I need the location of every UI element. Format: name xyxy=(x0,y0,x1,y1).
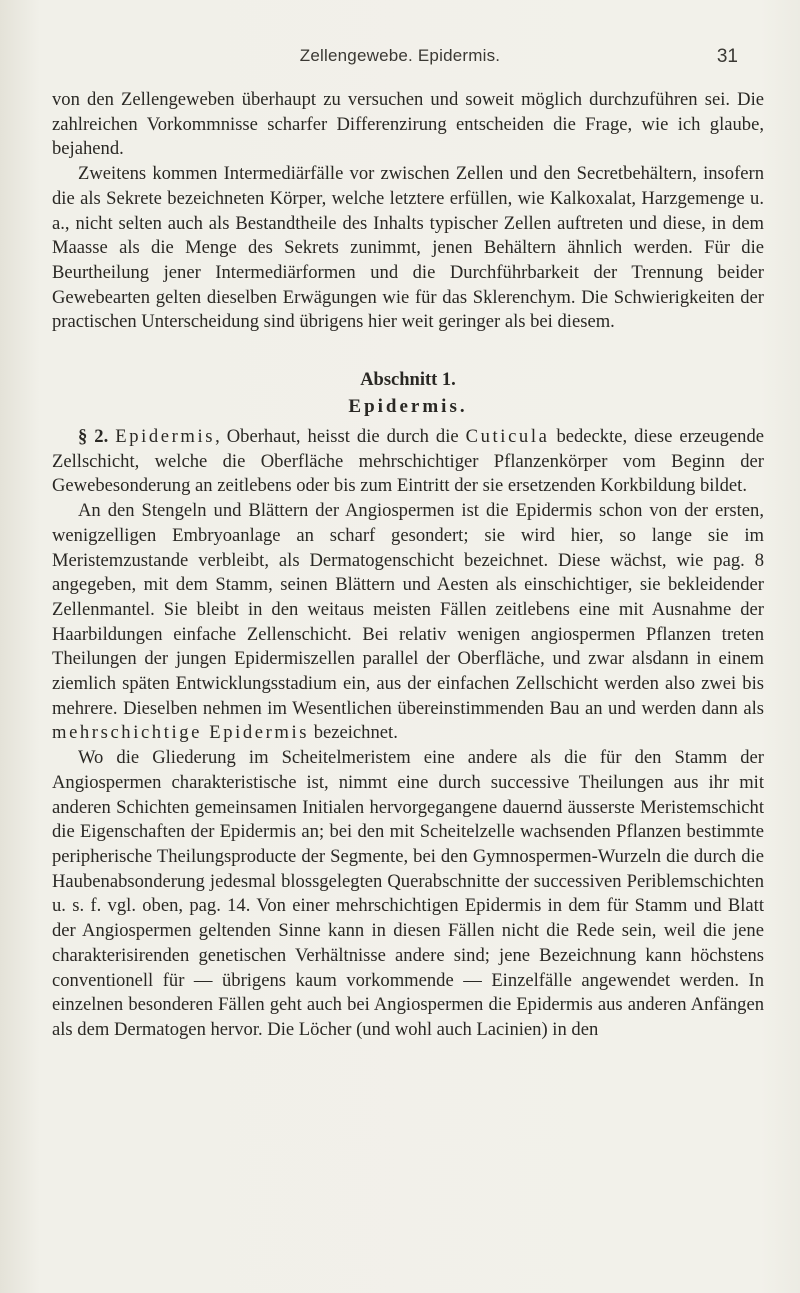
body-text xyxy=(52,88,764,1043)
running-head: Zellengewebe. Epidermis. xyxy=(299,46,501,65)
paragraph-angiosperms xyxy=(52,499,764,746)
paragraph-mark: § 2. xyxy=(78,426,109,448)
intro-paragraph-2: Zweitens kommen Intermediärfälle vor zwischen Zellen und den Secretbehältern, insofern die als Sekrete bezeichneten Körper, welche letztere erfüllen, wie Kalkoxalat, Harzgemenge u. a., nicht selten auch als Bestandtheile des Inhalts typischer Zellen auftreten und diese, in dem Maasse als die Menge des Sekrets zunimmt, jenen Behältern ähnlich werden. Für die Beurtheilung jener Intermediärformen und die Durchführbarkeit der Trennung beider Gewebearten gelten dieselben Erwägungen wie für das Sklerenchym. Die Schwierigkeiten der practischen Unterscheidung sind übrigens hier weit geringer als bei diesem. xyxy=(52,163,764,333)
paragraph-meristem: Wo die Gliederung im Scheitelmeristem eine andere als die für den Stamm der Angiospermen charakteristische ist, nimmt eine durch successive Theilungen aus ihr mit anderen Schichten gemeinsamen Initialen hervorgegangene dauernd äusserste Meristemschicht die Eigenschaften der Epidermis an; bei den mit Scheitelzelle wachsenden Pflanzen bestimmte peripherische Theilungsproducte der Segmente, bei den Gymnospermen-Wurzeln die durch die Haubenabsonderung jedesmal blossgelegten Querabschnitte der successiven Periblemschichten u. s. f. vgl. oben, pag. 14. Von einer mehrschichtigen Epidermis in dem für Stamm und Blatt der Angiospermen geltenden Sinne kann in diesen Fällen nicht die Rede sein, weil die jene charakterisirenden genetischen Verhältnisse andere sind; jene Bezeichnung kann höchstens conventionell für — übrigens kaum vorkommende — Einzelfälle angewendet werden. In einzelnen besonderen Fällen geht auch bei Angiospermen die Epidermis aus anderen Anfängen als dem Dermatogen hervor. Die Löcher (und wohl auch Lacinien) in den xyxy=(52,747,764,1040)
section-label: Abschnitt 1. xyxy=(360,370,456,391)
paragraph-2-text-a: , Oberhaut, heisst die durch die xyxy=(215,426,466,448)
paragraph-3-text: An den Stengeln und Blättern der Angiospermen ist die Epidermis schon von der ersten, wenigzelligen Embryoanlage an scharf gesondert; sie wird hier, so lange sie im Meristemzustande verbleibt, als Dermatogenschicht bezeichnet. Diese wächst, wie pag. 8 angegeben, mit dem Stamm, seinen Blättern und Aesten als einschichtiger, sie bekleidender Zellenmantel. Sie bleibt in den weitaus meisten Fällen zeitlebens eine mit Ausnahme der Haarbildungen einfache Zellenschicht. Bei relativ wenigen angiospermen Pflanzen treten Theilungen der jungen Epidermiszellen parallel der Oberfläche, und zwar alsdann in einem ziemlich späten Entwicklungsstadium ein, aus der einfachen Zellschicht werden also zwei bis mehrere. Dieselben nehmen im Wesentlichen übereinstimmenden Bau an und werden dann als xyxy=(52,500,764,719)
term-multilayer-epidermis: mehrschichtige Epidermis xyxy=(52,722,310,744)
paragraph-3-end: bezeichnet. xyxy=(309,722,398,744)
page-header xyxy=(0,46,800,76)
section-title: Epidermis. xyxy=(348,396,468,418)
page-number: 31 xyxy=(716,46,738,67)
paragraph-2-text-b: bedeckte, diese erzeugende Zellschicht, welche die Oberfläche mehrschichtiger Pflanzenkörper vom Beginn der Gewebesonderung an zeitlebens oder bis zum Eintritt der sie ersetzenden Korkbildung bildet. xyxy=(52,426,764,497)
intro-paragraph-1: von den Zellengeweben überhaupt zu versuchen und soweit möglich durchzuführen sei. Die zahlreichen Vorkommnisse scharfer Differenzirung entscheiden die Frage, wie ich glaube, bejahend. xyxy=(52,89,764,160)
paragraph-section-2 xyxy=(52,425,764,499)
term-cuticula: Cuticula xyxy=(465,426,550,448)
term-epidermis: Epidermis xyxy=(115,426,216,448)
section-heading xyxy=(52,367,764,421)
